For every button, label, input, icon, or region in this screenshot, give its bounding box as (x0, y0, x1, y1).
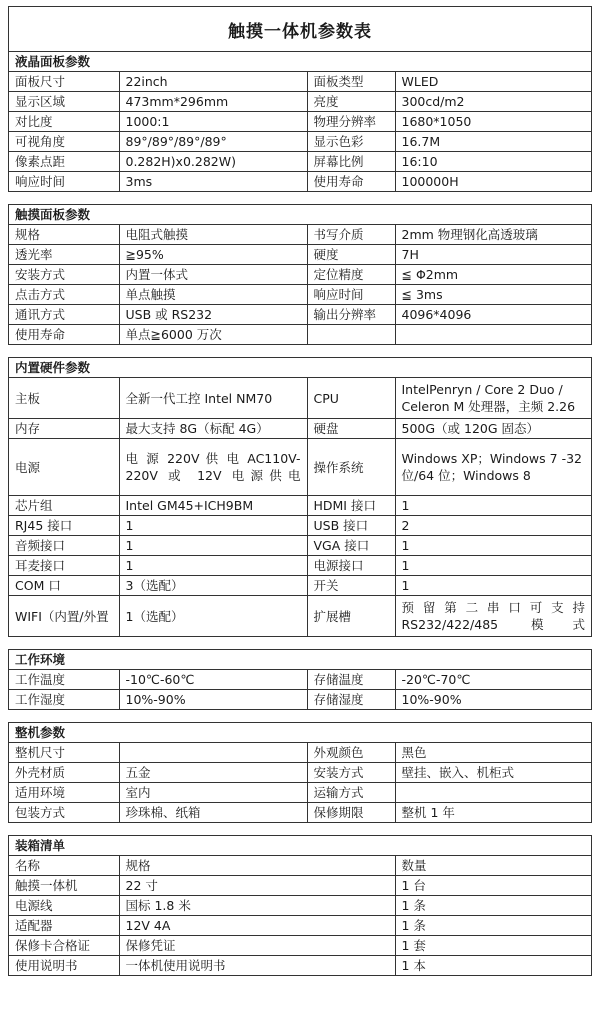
param-label: 操作系统 (307, 439, 395, 496)
param-value: 触摸一体机 (9, 876, 119, 896)
table-row (9, 556, 591, 576)
param-value: 100000H (395, 172, 591, 192)
param-label (307, 325, 395, 345)
param-label: 透光率 (9, 245, 119, 265)
section-title-hardware: 内置硬件参数 (9, 358, 591, 378)
param-value: 内置一体式 (119, 265, 307, 285)
param-value: 1 (395, 536, 591, 556)
param-label: 响应时间 (9, 172, 119, 192)
table-row (9, 152, 591, 172)
param-value: ≦ 3ms (395, 285, 591, 305)
param-value: 0.282H)x0.282W) (119, 152, 307, 172)
param-value (395, 325, 591, 345)
param-label: 内存 (9, 419, 119, 439)
param-label: 工作温度 (15, 672, 66, 687)
param-label: 保修期限 (307, 803, 395, 823)
param-value: 22inch (119, 72, 307, 92)
param-label: 主板 (15, 390, 41, 406)
param-value: 3（选配） (119, 576, 307, 596)
param-value: 黑色 (395, 743, 591, 763)
param-value: 一体机使用说明书 (119, 956, 395, 976)
param-value: 最大支持 8G（标配 4G） (119, 419, 307, 439)
table-row (9, 916, 591, 936)
param-label: 定位精度 (307, 265, 395, 285)
param-value: 10%-90% (395, 690, 591, 710)
param-label: 输出分辨率 (307, 305, 395, 325)
param-value: Windows XP；Windows 7 -32 位/64 位；Windows 8 (395, 439, 591, 496)
param-label: 面板尺寸 (15, 74, 66, 89)
param-value: 1 套 (395, 936, 591, 956)
param-label: 外壳材质 (9, 763, 119, 783)
param-label: 屏幕比例 (307, 152, 395, 172)
param-value: 单点≧6000 万次 (119, 325, 307, 345)
param-value (395, 783, 591, 803)
param-label: 包装方式 (9, 803, 119, 823)
param-label: 运输方式 (307, 783, 395, 803)
table-row (9, 536, 591, 556)
table-row (9, 896, 591, 916)
table-row (9, 172, 591, 192)
param-value: -20℃-70℃ (395, 670, 591, 690)
param-value: 珍珠棉、纸箱 (119, 803, 307, 823)
table-row (9, 439, 591, 496)
param-value: 单点触摸 (119, 285, 307, 305)
param-value: -10℃-60℃ (119, 670, 307, 690)
param-label: 书写介质 (307, 225, 395, 245)
table-row (9, 325, 591, 345)
param-label: 像素点距 (9, 152, 119, 172)
table-row (9, 576, 591, 596)
table-row (9, 496, 591, 516)
param-label: 存储温度 (307, 670, 395, 690)
table-row (9, 245, 591, 265)
param-value: 电 源 220V 供 电 AC110V-220V 或 12V 电源供电 (119, 439, 307, 496)
param-value: 1 (395, 556, 591, 576)
param-label: VGA 接口 (307, 536, 395, 556)
table-row (9, 936, 591, 956)
param-label: 电源 (9, 439, 119, 496)
param-value: 1（选配） (119, 596, 307, 637)
table-row (9, 112, 591, 132)
section-hardware (8, 357, 592, 637)
section-packing (8, 835, 592, 976)
param-label: 显示色彩 (307, 132, 395, 152)
table-row (9, 285, 591, 305)
param-label: CPU (307, 378, 395, 419)
table-row (9, 419, 591, 439)
param-label: 芯片组 (9, 496, 119, 516)
table-row (9, 876, 591, 896)
table-row (9, 265, 591, 285)
param-value: 16:10 (395, 152, 591, 172)
param-label: 音频接口 (9, 536, 119, 556)
param-label: 硬度 (307, 245, 395, 265)
param-value: 473mm*296mm (119, 92, 307, 112)
param-value: ≦ Φ2mm (395, 265, 591, 285)
param-label: 规格 (15, 227, 41, 242)
param-value: 1 条 (395, 896, 591, 916)
table-row (9, 690, 591, 710)
table-row (9, 72, 591, 92)
param-value: 1 条 (395, 916, 591, 936)
table-row (9, 92, 591, 112)
param-value: 7H (395, 245, 591, 265)
section-title-touch: 触摸面板参数 (9, 205, 591, 225)
table-row (9, 670, 591, 690)
param-label: 外观颜色 (307, 743, 395, 763)
param-value: 规格 (119, 856, 395, 876)
param-value: 适配器 (9, 916, 119, 936)
param-label: 安装方式 (307, 763, 395, 783)
param-value: 国标 1.8 米 (119, 896, 395, 916)
param-label: 硬盘 (307, 419, 395, 439)
param-label: HDMI 接口 (307, 496, 395, 516)
param-label: COM 口 (9, 576, 119, 596)
param-value: Intel GM45+ICH9BM (119, 496, 307, 516)
param-label: 扩展槽 (307, 596, 395, 637)
param-value: 500G（或 120G 固态） (395, 419, 591, 439)
param-value: 使用说明书 (9, 956, 119, 976)
param-value: 1680*1050 (395, 112, 591, 132)
section-title-packing: 装箱清单 (9, 836, 591, 856)
param-value: 电源线 (9, 896, 119, 916)
table-machine (9, 743, 591, 822)
param-value: 89°/89°/89°/89° (119, 132, 307, 152)
table-row (9, 763, 591, 783)
table-hardware (9, 378, 591, 636)
param-value: USB 或 RS232 (119, 305, 307, 325)
param-value: 名称 (15, 858, 41, 873)
param-value: 10%-90% (119, 690, 307, 710)
param-label: RJ45 接口 (9, 516, 119, 536)
table-row (9, 225, 591, 245)
section-env (8, 649, 592, 710)
param-value: WLED (395, 72, 591, 92)
table-touch (9, 225, 591, 344)
param-label: 显示区域 (9, 92, 119, 112)
param-value: 保修凭证 (119, 936, 395, 956)
param-value: 1 (119, 556, 307, 576)
table-lcd (9, 72, 591, 191)
table-row (9, 305, 591, 325)
section-machine (8, 722, 592, 823)
section-touch (8, 204, 592, 345)
param-value: IntelPenryn / Core 2 Duo / Celeron M 处理器，主频 2.26 (395, 378, 591, 419)
param-label: 点击方式 (9, 285, 119, 305)
param-label: 安装方式 (9, 265, 119, 285)
param-label: 工作湿度 (9, 690, 119, 710)
section-title-lcd: 液晶面板参数 (9, 52, 591, 72)
param-label: 整机尺寸 (15, 745, 66, 760)
param-label: 亮度 (307, 92, 395, 112)
param-value: 1000:1 (119, 112, 307, 132)
table-row (9, 956, 591, 976)
param-value: 3ms (119, 172, 307, 192)
section-lcd (8, 51, 592, 192)
param-label: 使用寿命 (9, 325, 119, 345)
param-label: 通讯方式 (9, 305, 119, 325)
param-value: ≧95% (119, 245, 307, 265)
param-value: 全新一代工控 Intel NM70 (119, 378, 307, 419)
table-packing (9, 856, 591, 975)
param-label: 使用寿命 (307, 172, 395, 192)
param-value: 1 (119, 516, 307, 536)
param-value: 12V 4A (119, 916, 395, 936)
param-label: USB 接口 (307, 516, 395, 536)
param-value: 保修卡合格证 (9, 936, 119, 956)
param-value: 22 寸 (119, 876, 395, 896)
table-row (9, 743, 591, 763)
param-label: 存储湿度 (307, 690, 395, 710)
param-value: 2mm 物理钢化高透玻璃 (395, 225, 591, 245)
table-row (9, 856, 591, 876)
param-label: 适用环境 (9, 783, 119, 803)
param-value: 1 本 (395, 956, 591, 976)
param-label: 可视角度 (9, 132, 119, 152)
param-label: WIFI（内置/外置 (9, 596, 119, 637)
param-label: 耳麦接口 (9, 556, 119, 576)
param-value: 1 台 (395, 876, 591, 896)
table-row (9, 378, 591, 419)
param-value: 1 (395, 496, 591, 516)
table-row (9, 516, 591, 536)
param-value: 16.7M (395, 132, 591, 152)
param-value (119, 743, 307, 763)
table-row (9, 783, 591, 803)
table-row (9, 803, 591, 823)
param-value: 4096*4096 (395, 305, 591, 325)
param-label: 物理分辨率 (307, 112, 395, 132)
param-value: 预留第二串口可支持 RS232/422/485 模式 (395, 596, 591, 637)
param-value: 电阻式触摸 (119, 225, 307, 245)
section-title-machine: 整机参数 (9, 723, 591, 743)
param-label: 面板类型 (307, 72, 395, 92)
param-label: 响应时间 (307, 285, 395, 305)
table-row (9, 132, 591, 152)
spec-sheet (8, 6, 592, 988)
section-title-env: 工作环境 (9, 650, 591, 670)
param-label: 开关 (307, 576, 395, 596)
param-value: 2 (395, 516, 591, 536)
param-label: 对比度 (9, 112, 119, 132)
param-value: 整机 1 年 (395, 803, 591, 823)
param-value: 数量 (395, 856, 591, 876)
page-title: 触摸一体机参数表 (8, 6, 592, 51)
param-value: 五金 (119, 763, 307, 783)
table-row (9, 596, 591, 637)
param-value: 室内 (119, 783, 307, 803)
param-value: 1 (395, 576, 591, 596)
param-value: 1 (119, 536, 307, 556)
param-label: 电源接口 (307, 556, 395, 576)
param-value: 壁挂、嵌入、机柜式 (395, 763, 591, 783)
table-env (9, 670, 591, 709)
param-value: 300cd/m2 (395, 92, 591, 112)
